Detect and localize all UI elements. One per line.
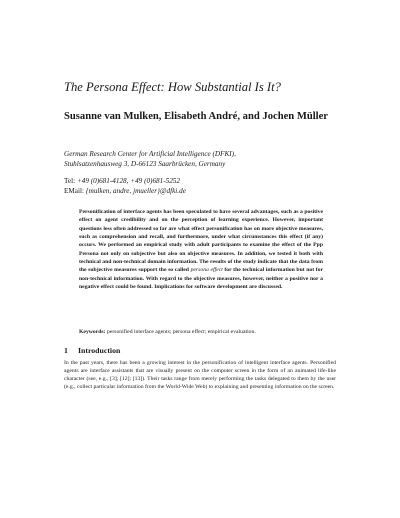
email-line [64,186,354,196]
affiliation-line-1: German Research Center for Artificial Intelligence (DFKI), [64,150,236,158]
paper-title: The Persona Effect: How Substantial Is It? [64,80,281,94]
abstract [79,208,323,291]
keywords [79,328,339,336]
telephone-label: Tel: [64,177,77,185]
keywords-text: personified interface agents; persona effect; empirical evaluation. [105,329,256,335]
email-label: EMail: [64,187,86,195]
introduction-paragraph: In the past years, there has been a growing interest in the personification of intelligent interface agents. Personified agents are interface assistants that are visually present on the computer screen in the form of an animated life-like character (see, e.g., [3]; [12]; [13]). Their tasks range from merely performing the tasks delegated to them by the user (e.g., collect particular information from the World-Wide Web) to explaining and presenting information on the screen. [64,360,336,391]
affiliation [64,149,354,169]
section-title: Introduction [78,346,121,355]
keywords-label: Keywords: [79,329,106,335]
abstract-text-end: for the technical information but not for non-technical information. With regard to the objective measures, however, neither a positive nor a negative effect could be found. Implications for software development are discussed. [79,267,323,291]
telephone-value: +49 (0)681-4128, +49 (0)681-5252 [76,177,180,185]
section-number: 1 [64,346,68,355]
affiliation-line-2: Stuhlsatzenhausweg 3, D-66123 Saarbrücken, Germany [64,160,226,168]
contact-info [64,176,354,196]
abstract-text-start: Personification of interface agents has been speculated to have several advantages, such as a positive effect on agent credibility and on the perception of learning experience. However, important questions less often addressed so far are what effect personification has on more objective measures, such as comprehension and recall, and furthermore, under what circumstances this effect (if any) occurs. We performed an empirical study with adult participants to examine the effect of the Ppp Persona not only on subjective but also on objective measures. In addition, we tested it both with technical and non-technical domain information. The results of the study indicate that the data from the subjective measures support the so called [79,209,323,274]
paper-authors: Susanne van Mulken, Elisabeth André, and Jochen Müller [64,111,329,122]
abstract-italic-term: persona effect [190,267,223,274]
section-heading-introduction [64,346,120,356]
telephone-line [64,176,354,186]
email-value: {mulken, andre, jmueller}@dfki.de [85,187,186,195]
